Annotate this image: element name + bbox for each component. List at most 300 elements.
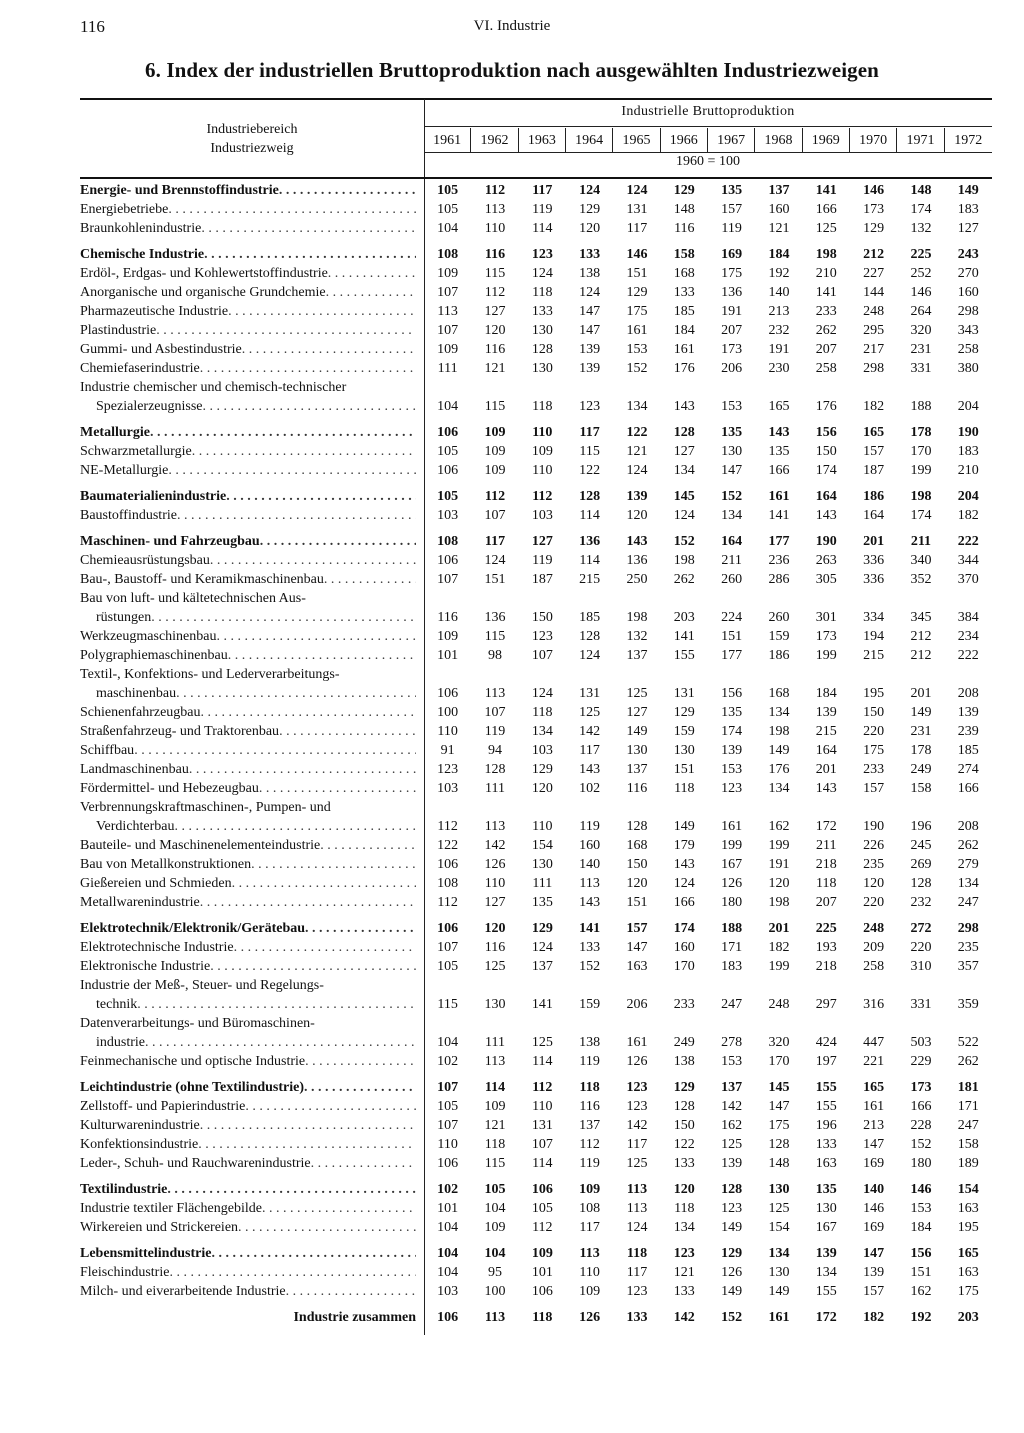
value-cell: 130 <box>484 997 506 1012</box>
value-cell: 134 <box>768 1246 790 1261</box>
value-cell: 190 <box>815 534 837 549</box>
value-cell: 150 <box>626 857 648 872</box>
row-label-text: Textilindustrie <box>80 1182 168 1197</box>
value-cell: 270 <box>957 266 979 281</box>
value-cell: 198 <box>815 247 837 262</box>
value-cell: 123 <box>626 1080 648 1095</box>
value-cell: 114 <box>532 1156 553 1171</box>
value-cell: 123 <box>721 1201 743 1216</box>
value-cell: 141 <box>815 285 837 300</box>
value-cell: 126 <box>626 1054 648 1069</box>
value-cell: 157 <box>863 1284 885 1299</box>
value-cell: 107 <box>437 1118 459 1133</box>
value-cell: 172 <box>815 819 837 834</box>
table-row <box>80 1282 992 1301</box>
value-cell: 170 <box>910 444 932 459</box>
value-cell: 109 <box>484 463 506 478</box>
leader-dots <box>324 570 416 589</box>
value-cell: 211 <box>816 838 837 853</box>
value-cell: 215 <box>815 724 837 739</box>
value-cell: 136 <box>579 534 601 549</box>
row-label <box>80 532 424 551</box>
value-cell: 130 <box>768 1265 790 1280</box>
leader-dots <box>167 1180 416 1199</box>
value-cell: 124 <box>531 940 553 955</box>
value-cell: 336 <box>863 572 885 587</box>
value-cell: 133 <box>673 1156 695 1171</box>
value-cell: 117 <box>626 1137 648 1152</box>
leader-dots <box>210 957 416 976</box>
value-cell: 106 <box>437 921 459 936</box>
value-cell: 161 <box>626 323 648 338</box>
value-cell: 198 <box>768 724 790 739</box>
table-row <box>80 264 992 283</box>
row-label-text: Lebensmittelindustrie <box>80 1246 212 1261</box>
value-cell: 424 <box>815 1035 837 1050</box>
value-cell: 129 <box>673 183 695 198</box>
value-cell: 218 <box>815 857 837 872</box>
value-cell: 231 <box>910 724 932 739</box>
value-cell: 103 <box>437 508 459 523</box>
value-cell: 137 <box>721 1080 743 1095</box>
value-cell: 106 <box>531 1284 553 1299</box>
stub-header-line-1: Industriebereich <box>206 122 298 137</box>
row-label <box>80 798 424 836</box>
value-cell: 168 <box>673 266 695 281</box>
value-cell: 447 <box>863 1035 885 1050</box>
value-cell: 247 <box>721 997 743 1012</box>
value-cell: 235 <box>863 857 885 872</box>
value-cell: 146 <box>863 1201 885 1216</box>
year-header-cell: 1971 <box>897 128 944 152</box>
value-cell: 252 <box>910 266 932 281</box>
value-cell: 247 <box>957 895 979 910</box>
value-cell: 109 <box>579 1284 601 1299</box>
value-cell: 105 <box>484 1182 506 1197</box>
value-cell: 139 <box>721 743 743 758</box>
value-cell: 151 <box>484 572 506 587</box>
value-cell: 136 <box>626 553 648 568</box>
value-cell: 199 <box>721 838 743 853</box>
value-cell: 121 <box>626 444 648 459</box>
row-label <box>80 836 424 855</box>
value-cell: 175 <box>768 1118 790 1133</box>
value-cell: 123 <box>531 247 553 262</box>
value-cell: 150 <box>531 610 553 625</box>
value-cell: 152 <box>579 959 601 974</box>
row-label <box>80 646 424 665</box>
value-cell: 334 <box>863 610 885 625</box>
value-cell: 105 <box>531 1201 553 1216</box>
row-label <box>80 1116 424 1135</box>
value-cell: 248 <box>768 997 790 1012</box>
row-label <box>80 219 424 238</box>
value-cell: 117 <box>579 425 600 440</box>
value-cell: 109 <box>579 1182 601 1197</box>
table-row <box>80 1135 992 1154</box>
value-cell: 336 <box>863 553 885 568</box>
value-cell: 522 <box>957 1035 979 1050</box>
value-cell: 125 <box>626 686 648 701</box>
value-cell: 120 <box>484 323 506 338</box>
value-cell: 225 <box>910 247 932 262</box>
value-cell: 128 <box>579 489 601 504</box>
value-cell: 320 <box>910 323 932 338</box>
value-cell: 106 <box>437 857 459 872</box>
value-cell: 106 <box>531 1182 553 1197</box>
leader-dots <box>192 442 416 461</box>
value-cell: 209 <box>863 940 885 955</box>
value-cell: 113 <box>484 1054 506 1069</box>
row-label-text: Feinmechanische und optische Industrie <box>80 1054 306 1069</box>
value-cell: 155 <box>815 1080 837 1095</box>
value-cell: 226 <box>863 838 885 853</box>
value-cell: 298 <box>957 921 979 936</box>
leader-dots <box>156 321 416 340</box>
row-label-line-1: Textil-, Konfektions- und Lederverarbeitungs- <box>80 667 340 682</box>
leader-dots <box>279 722 416 741</box>
value-cell: 125 <box>626 1156 648 1171</box>
value-cell: 101 <box>437 1201 459 1216</box>
value-cell: 269 <box>910 857 932 872</box>
row-label-text: Fleischindustrie <box>80 1265 170 1280</box>
value-cell: 112 <box>532 1080 553 1095</box>
value-cell: 134 <box>815 1265 837 1280</box>
value-cell: 124 <box>626 183 648 198</box>
table-row <box>80 359 992 378</box>
value-cell: 130 <box>531 361 553 376</box>
value-cell: 106 <box>437 686 459 701</box>
value-cell: 198 <box>673 553 695 568</box>
value-cell: 204 <box>957 399 979 414</box>
value-cell: 231 <box>910 342 932 357</box>
value-cell: 198 <box>910 489 932 504</box>
table-row <box>80 798 992 836</box>
value-cell: 247 <box>957 1118 979 1133</box>
row-label-text: Bau von Metallkonstruktionen <box>80 857 252 872</box>
value-cell: 132 <box>626 629 648 644</box>
value-cell: 111 <box>485 781 505 796</box>
table-row <box>80 200 992 219</box>
value-cell: 210 <box>815 266 837 281</box>
leader-dots <box>251 855 416 874</box>
value-cell: 124 <box>673 508 695 523</box>
row-label-text: Energie- und Brennstoffindustrie <box>80 183 279 198</box>
value-cell: 191 <box>768 857 790 872</box>
value-cell: 185 <box>579 610 601 625</box>
value-cell: 139 <box>815 705 837 720</box>
value-cell: 120 <box>768 876 790 891</box>
value-cell: 140 <box>863 1182 885 1197</box>
row-label <box>80 1263 424 1282</box>
value-cell: 131 <box>673 686 695 701</box>
table-row <box>80 1116 992 1135</box>
table-row <box>80 1218 992 1237</box>
value-cell: 123 <box>531 629 553 644</box>
table-row <box>80 378 992 416</box>
value-cell: 207 <box>815 895 837 910</box>
value-cell: 182 <box>863 1310 885 1325</box>
value-cell: 139 <box>815 1246 837 1261</box>
row-label-text: Energiebetriebe <box>80 202 169 217</box>
value-cell: 114 <box>484 1080 506 1095</box>
value-cell: 181 <box>957 1080 979 1095</box>
value-cell: 160 <box>768 202 790 217</box>
row-label-text: Schiffbau <box>80 743 135 758</box>
value-cell: 178 <box>910 425 932 440</box>
value-cell: 105 <box>437 183 459 198</box>
value-cell: 131 <box>531 1118 553 1133</box>
value-cell: 133 <box>579 247 601 262</box>
row-label <box>80 741 424 760</box>
value-cell: 123 <box>626 1284 648 1299</box>
value-cell: 118 <box>532 705 553 720</box>
value-cell: 175 <box>957 1284 979 1299</box>
value-cell: 249 <box>910 762 932 777</box>
row-label-text: Bau-, Baustoff- und Keramikmaschinenbau <box>80 572 324 587</box>
row-label <box>80 957 424 976</box>
value-cell: 208 <box>957 686 979 701</box>
row-label-line-2: Spezialerzeugnisse <box>96 399 203 414</box>
value-cell: 126 <box>721 1265 743 1280</box>
value-cell: 118 <box>674 781 695 796</box>
value-cell: 127 <box>484 304 506 319</box>
value-cell: 173 <box>863 202 885 217</box>
row-label <box>80 442 424 461</box>
value-cell: 149 <box>768 743 790 758</box>
row-label-text: Gummi- und Asbestindustrie <box>80 342 242 357</box>
row-label <box>80 200 424 219</box>
value-cell: 155 <box>815 1284 837 1299</box>
value-cell: 109 <box>437 266 459 281</box>
value-cell: 162 <box>910 1284 932 1299</box>
value-cell: 128 <box>626 819 648 834</box>
value-cell: 116 <box>484 247 506 262</box>
table-row <box>80 722 992 741</box>
table-row <box>80 646 992 665</box>
value-cell: 180 <box>721 895 743 910</box>
row-label <box>80 855 424 874</box>
value-cell: 128 <box>673 1099 695 1114</box>
value-cell: 104 <box>437 1246 459 1261</box>
table-row <box>80 874 992 893</box>
value-cell: 229 <box>910 1054 932 1069</box>
value-cell: 179 <box>673 838 695 853</box>
leader-dots <box>137 995 416 1014</box>
row-label <box>80 340 424 359</box>
value-cell: 114 <box>532 1054 553 1069</box>
value-cell: 152 <box>673 534 695 549</box>
leader-dots <box>262 1199 416 1218</box>
year-header-row <box>424 128 992 152</box>
value-cell: 218 <box>815 959 837 974</box>
value-cell: 196 <box>815 1118 837 1133</box>
leader-dots <box>305 1052 416 1071</box>
row-label-text: Braunkohlenindustrie <box>80 221 202 236</box>
value-cell: 118 <box>532 285 553 300</box>
row-label <box>80 570 424 589</box>
row-label-text: Metallwarenindustrie <box>80 895 200 910</box>
value-cell: 215 <box>863 648 885 663</box>
value-cell: 110 <box>437 724 458 739</box>
value-cell: 133 <box>579 940 601 955</box>
value-cell: 98 <box>487 648 502 663</box>
value-cell: 119 <box>579 819 600 834</box>
section-row <box>80 487 992 506</box>
value-cell: 215 <box>579 572 601 587</box>
value-cell: 175 <box>863 743 885 758</box>
table-row <box>80 779 992 798</box>
value-cell: 120 <box>863 876 885 891</box>
value-cell: 104 <box>484 1246 506 1261</box>
value-cell: 112 <box>579 1137 600 1152</box>
value-cell: 118 <box>674 1201 695 1216</box>
stub-header-line-2: Industriezweig <box>210 141 294 156</box>
value-cell: 143 <box>673 399 695 414</box>
value-cell: 109 <box>531 1246 553 1261</box>
value-cell: 118 <box>626 1246 648 1261</box>
value-cell: 130 <box>531 857 553 872</box>
value-cell: 141 <box>815 183 837 198</box>
value-cell: 105 <box>437 489 459 504</box>
value-cell: 184 <box>768 247 790 262</box>
value-cell: 104 <box>437 1265 459 1280</box>
row-label-text: Chemiefaserindustrie <box>80 361 200 376</box>
table-row <box>80 1263 992 1282</box>
value-cell: 262 <box>815 323 837 338</box>
value-cell: 139 <box>579 342 601 357</box>
value-cell: 120 <box>484 921 506 936</box>
row-label-line-1: Bau von luft- und kältetechnischen Aus- <box>80 591 306 606</box>
value-cell: 112 <box>532 1220 553 1235</box>
value-cell: 112 <box>532 489 553 504</box>
value-cell: 163 <box>957 1201 979 1216</box>
row-label-line-2: Verdichterbau <box>96 819 175 834</box>
table-row <box>80 551 992 570</box>
value-cell: 113 <box>626 1201 648 1216</box>
value-cell: 131 <box>579 686 601 701</box>
row-label <box>80 1014 424 1052</box>
value-cell: 112 <box>437 895 458 910</box>
value-cell: 188 <box>721 921 743 936</box>
value-cell: 169 <box>863 1220 885 1235</box>
value-cell: 139 <box>721 1156 743 1171</box>
value-cell: 142 <box>626 1118 648 1133</box>
value-cell: 107 <box>531 648 553 663</box>
value-cell: 177 <box>768 534 790 549</box>
leader-dots <box>176 684 416 703</box>
value-cell: 133 <box>531 304 553 319</box>
value-cell: 192 <box>910 1310 932 1325</box>
leader-dots <box>134 741 416 760</box>
value-cell: 194 <box>863 629 885 644</box>
value-cell: 127 <box>673 444 695 459</box>
value-cell: 116 <box>484 342 506 357</box>
value-cell: 174 <box>910 508 932 523</box>
value-cell: 140 <box>579 857 601 872</box>
row-label <box>80 283 424 302</box>
value-cell: 104 <box>437 399 459 414</box>
value-cell: 121 <box>768 221 790 236</box>
leader-dots <box>200 359 416 378</box>
value-cell: 188 <box>910 399 932 414</box>
value-cell: 169 <box>721 247 743 262</box>
value-cell: 212 <box>863 247 885 262</box>
value-cell: 156 <box>815 425 837 440</box>
value-cell: 134 <box>768 705 790 720</box>
value-cell: 190 <box>863 819 885 834</box>
row-label <box>80 703 424 722</box>
table-row <box>80 893 992 912</box>
value-cell: 232 <box>768 323 790 338</box>
value-cell: 127 <box>957 221 979 236</box>
value-cell: 206 <box>626 997 648 1012</box>
value-cell: 131 <box>626 202 648 217</box>
row-label-text: Leichtindustrie (ohne Textilindustrie) <box>80 1080 305 1095</box>
value-cell: 124 <box>626 463 648 478</box>
value-cell: 147 <box>626 940 648 955</box>
value-cell: 184 <box>815 686 837 701</box>
row-label <box>80 589 424 627</box>
row-label <box>80 359 424 378</box>
value-cell: 124 <box>579 648 601 663</box>
value-cell: 161 <box>626 1035 648 1050</box>
value-cell: 135 <box>721 425 743 440</box>
value-cell: 320 <box>768 1035 790 1050</box>
year-header-cell: 1963 <box>519 128 566 152</box>
row-label <box>80 461 424 480</box>
value-cell: 114 <box>579 508 600 523</box>
value-cell: 167 <box>815 1220 837 1235</box>
value-cell: 136 <box>721 285 743 300</box>
value-cell: 119 <box>721 221 742 236</box>
value-cell: 264 <box>910 304 932 319</box>
table-row <box>80 1154 992 1173</box>
value-cell: 212 <box>910 648 932 663</box>
value-cell: 298 <box>957 304 979 319</box>
value-cell: 141 <box>579 921 601 936</box>
value-cell: 134 <box>531 724 553 739</box>
value-cell: 119 <box>579 1156 600 1171</box>
year-header-cell: 1966 <box>661 128 708 152</box>
value-cell: 142 <box>673 1310 695 1325</box>
value-cell: 123 <box>626 1099 648 1114</box>
value-cell: 298 <box>863 361 885 376</box>
value-cell: 125 <box>768 1201 790 1216</box>
value-cell: 102 <box>437 1182 459 1197</box>
value-cell: 170 <box>673 959 695 974</box>
section-row <box>80 1078 992 1097</box>
value-cell: 113 <box>484 819 506 834</box>
section-row <box>80 532 992 551</box>
value-cell: 134 <box>626 399 648 414</box>
section-row <box>80 245 992 264</box>
table-row <box>80 283 992 302</box>
value-cell: 148 <box>673 202 695 217</box>
row-label-text: Elektronische Industrie <box>80 959 211 974</box>
value-cell: 176 <box>815 399 837 414</box>
value-cell: 130 <box>673 743 695 758</box>
value-cell: 184 <box>910 1220 932 1235</box>
value-cell: 112 <box>437 819 458 834</box>
value-cell: 106 <box>437 463 459 478</box>
value-cell: 109 <box>484 1099 506 1114</box>
value-cell: 195 <box>957 1220 979 1235</box>
value-cell: 109 <box>484 1220 506 1235</box>
year-header-cell: 1968 <box>755 128 802 152</box>
value-cell: 139 <box>863 1265 885 1280</box>
value-cell: 153 <box>626 342 648 357</box>
